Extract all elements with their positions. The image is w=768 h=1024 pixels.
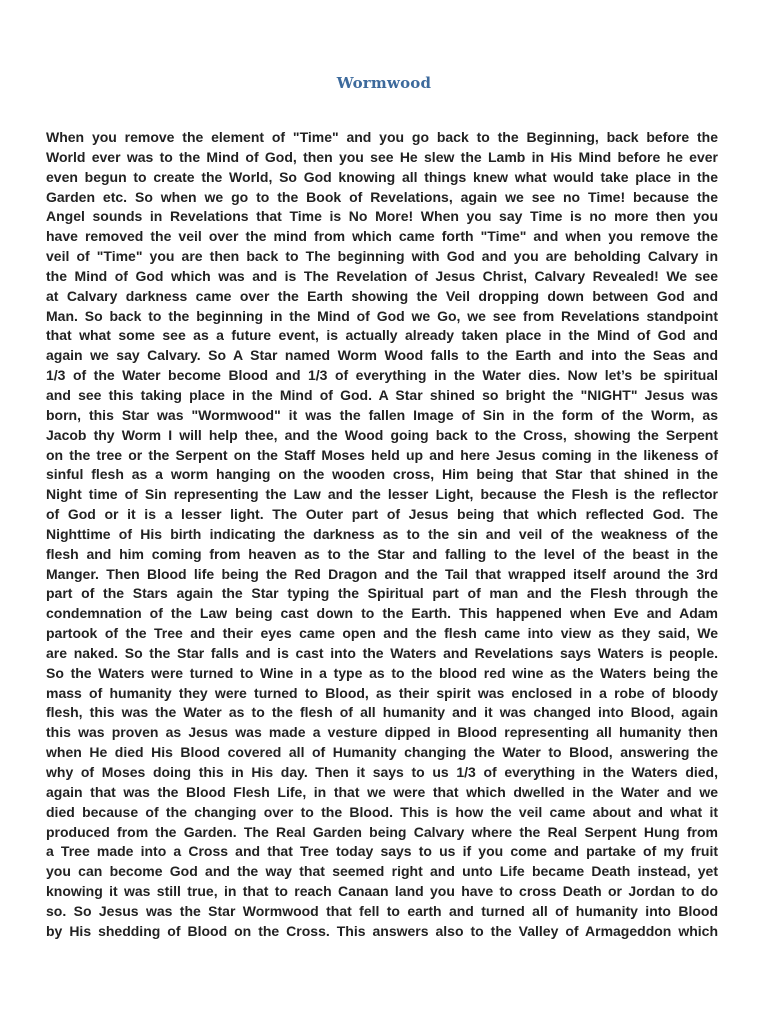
body-line: born, this Star was "Wormwood" it was the fallen Image of Sin in the form of the Worm, as <box>46 406 718 423</box>
body-line: So the Waters were turned to Wine in a type as to the blood red wine as the Waters being the <box>46 664 718 681</box>
body-line: on the tree or the Serpent on the Staff Moses held up and here Jesus coming in the likeness of <box>46 446 718 463</box>
body-line: the Mind of God which was and is The Revelation of Jesus Christ, Calvary Revealed! We see <box>46 267 718 284</box>
body-line: of God or it is a lesser light. The Outer part of Jesus being that which reflected God. The <box>46 506 718 523</box>
body-line: condemnation of the Law being cast down to the Earth. This happened when Eve and Adam <box>46 605 718 622</box>
body-line: even begun to create the World, So God knowing all things knew what would take place in the <box>46 168 718 185</box>
body-line: a Tree made into a Cross and that Tree today says to us if you come and partake of my fruit <box>46 843 718 860</box>
document-title: Wormwood <box>336 74 432 92</box>
body-line: mass of humanity they were turned to Blood, as their spirit was enclosed in a robe of bloody <box>46 684 718 701</box>
body-line: sinful flesh as a worm hanging on the wooden cross, Him being that Star that shined in the <box>46 466 718 483</box>
body-line: partook of the Tree and their eyes came open and the flesh came into view as they said, We <box>46 625 718 642</box>
body-line: Man. So back to the beginning in the Mind of God we Go, we see from Revelations standpoint <box>46 307 718 324</box>
body-line: Night time of Sin representing the Law and the lesser Light, because the Flesh is the reflector <box>46 486 718 503</box>
body-line: When you remove the element of "Time" and you go back to the Beginning, back before the <box>46 129 718 145</box>
body-line: World ever was to the Mind of God, then you see He slew the Lamb in His Mind before he ever <box>46 148 718 165</box>
body-line: part of the Stars again the Star typing the Spiritual part of man and the Flesh through the <box>46 585 718 602</box>
body-line: Angel sounds in Revelations that Time is No More! When you say Time is no more then you <box>46 208 718 225</box>
body-line: Garden etc. So when we go to the Book of Revelations, again we see no Time! because the <box>46 188 718 205</box>
body-line: knowing it was still true, in that to reach Canaan land you have to cross Death or Jordan to do <box>46 883 718 900</box>
body-line: flesh, this was the Water as to the flesh of all humanity and it was changed into Blood, again <box>46 704 718 721</box>
body-line: Nighttime of His birth indicating the darkness as to the sin and veil of the weakness of the <box>46 525 718 542</box>
document-body <box>46 128 718 942</box>
body-line: when He died His Blood covered all of Humanity changing the Water to Blood, answering the <box>46 744 718 761</box>
body-line: have removed the veil over the mind from which came forth "Time" and when you remove the <box>46 228 718 245</box>
body-line: 1/3 of the Water become Blood and 1/3 of everything in the Water dies. Now let’s be spiritual <box>46 367 718 384</box>
body-line: died because of the changing over to the Blood. This is how the veil came about and what it <box>46 803 718 820</box>
body-line: Manger. Then Blood life being the Red Dragon and the Tail that wrapped itself around the 3rd <box>46 565 718 582</box>
body-line: again that was the Blood Flesh Life, in that we were that which dwelled in the Water and we <box>46 783 718 800</box>
body-line: so. So Jesus was the Star Wormwood that fell to earth and turned all of humanity into Blood <box>46 902 718 919</box>
body-line: Jacob thy Worm I will help thee, and the Wood going back to the Cross, showing the Serpent <box>46 426 718 443</box>
body-line: veil of "Time" you are then back to The beginning with God and you are beholding Calvary in <box>46 248 718 265</box>
body-line: why of Moses doing this in His day. Then it says to us 1/3 of everything in the Waters died, <box>46 764 718 780</box>
body-line: this was proven as Jesus was made a vesture dipped in Blood representing all humanity then <box>46 724 718 741</box>
body-line: again we say Calvary. So A Star named Worm Wood falls to the Earth and into the Seas and <box>46 347 718 364</box>
body-line: you can become God and the way that seemed right and unto Life became Death instead, yet <box>46 863 718 880</box>
body-line: and see this taking place in the Mind of God. A Star shined so bright the "NIGHT" Jesus was <box>46 386 718 403</box>
body-line: that what some see as a future event, is actually already taken place in the Mind of God and <box>46 327 718 344</box>
body-line: flesh and him coming from heaven as to the Star and falling to the level of the beast in the <box>46 545 718 562</box>
body-line: produced from the Garden. The Real Garden being Calvary where the Real Serpent Hung from <box>46 823 718 840</box>
body-line: are naked. So the Star falls and is cast into the Waters and Revelations says Waters is people. <box>46 644 718 661</box>
body-line: by His shedding of Blood on the Cross. This answers also to the Valley of Armageddon which <box>46 922 718 939</box>
body-line: at Calvary darkness came over the Earth showing the Veil dropping down between God and <box>46 287 718 304</box>
